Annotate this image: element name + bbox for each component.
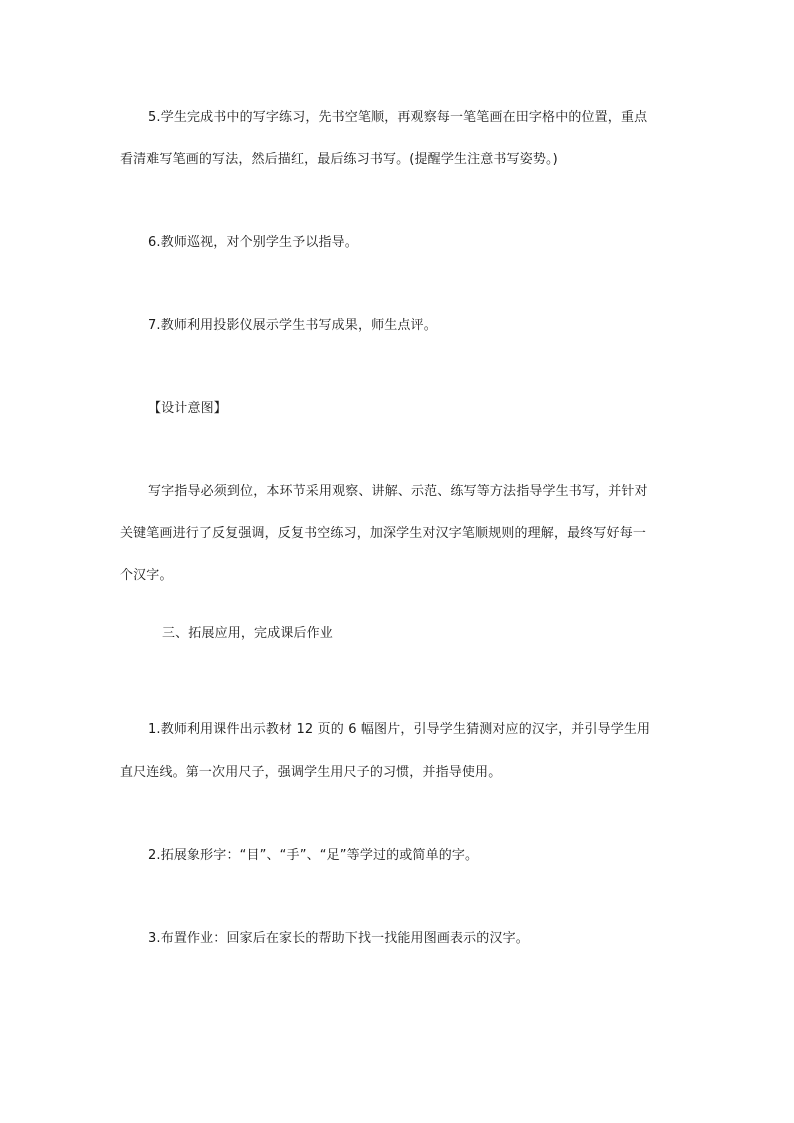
step-6: 6.教师巡视，对个别学生予以指导。 xyxy=(148,235,358,250)
section-3-item-1-line-1: 1.教师利用课件出示教材 12 页的 6 幅图片，引导学生猜测对应的汉字，并引导学生用 xyxy=(148,722,651,737)
design-intent-heading: 【设计意图】 xyxy=(148,401,227,416)
step-7: 7.教师利用投影仪展示学生书写成果，师生点评。 xyxy=(148,318,437,333)
section-3-item-2: 2.拓展象形字：“目”、“手”、“足”等学过的或简单的字。 xyxy=(148,848,479,863)
step-5-line-2: 看清难写笔画的写法，然后描红，最后练习书写。(提醒学生注意书写姿势。) xyxy=(120,152,558,167)
design-intent-line-1: 写字指导必须到位，本环节采用观察、讲解、示范、练写等方法指导学生书写，并针对 xyxy=(148,484,648,499)
step-5-line-1: 5.学生完成书中的写字练习，先书空笔顺，再观察每一笔笔画在田字格中的位置，重点 xyxy=(148,110,648,125)
section-3-item-1-line-2: 直尺连线。第一次用尺子，强调学生用尺子的习惯，并指导使用。 xyxy=(120,765,502,780)
section-3-item-3: 3.布置作业：回家后在家长的帮助下找一找能用图画表示的汉字。 xyxy=(148,931,529,946)
design-intent-line-3: 个汉字。 xyxy=(120,568,173,583)
design-intent-line-2: 关键笔画进行了反复强调，反复书空练习，加深学生对汉字笔顺规则的理解，最终写好每一 xyxy=(120,526,647,541)
section-3-heading: 三、拓展应用，完成课后作业 xyxy=(162,626,333,641)
